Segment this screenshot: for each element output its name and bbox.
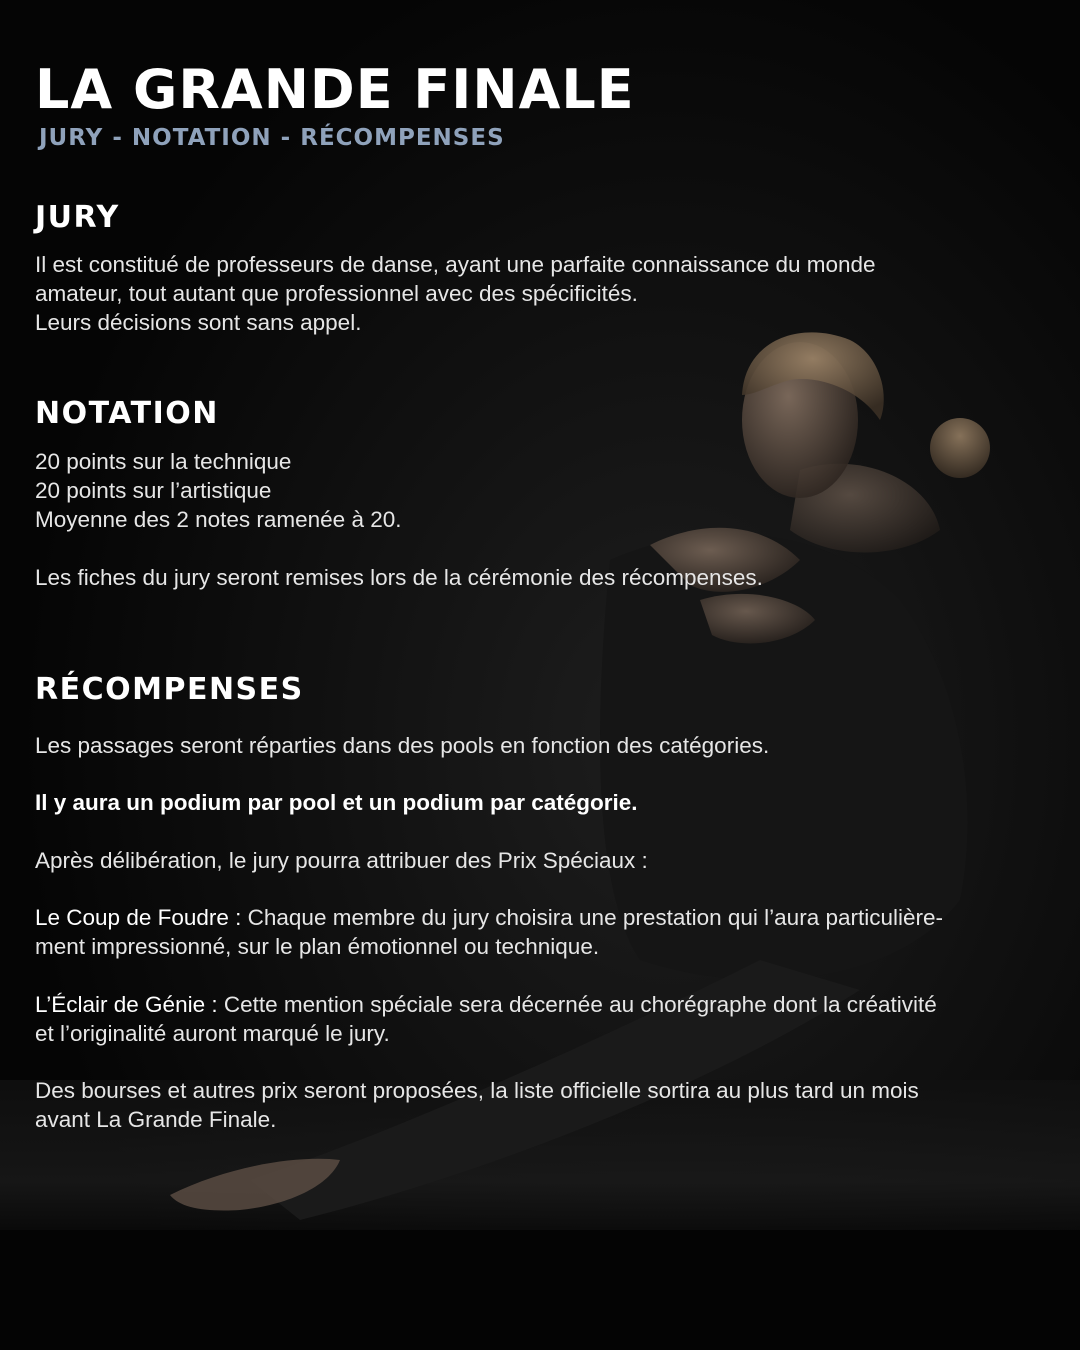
notation-line: Moyenne des 2 notes ramenée à 20. (35, 507, 402, 532)
notation-heading: NOTATION (35, 396, 219, 431)
notation-note (35, 563, 995, 592)
special-prizes-intro-line: Après délibération, le jury pourra attribuer des Prix Spéciaux : (35, 848, 648, 873)
coup-de-foudre-label: Le Coup de Foudre : (35, 905, 242, 930)
jury-heading: JURY (35, 200, 120, 235)
recompenses-intro (35, 731, 995, 760)
page-title: LA GRANDE FINALE (35, 58, 635, 121)
eclair-de-genie-label: L’Éclair de Génie : (35, 992, 218, 1017)
eclair-de-genie-desc-2: et l’originalité auront marqué le jury. (35, 1021, 390, 1046)
notation-line: 20 points sur l’artistique (35, 478, 272, 503)
eclair-de-genie-prize (35, 990, 995, 1048)
coup-de-foudre-desc-2: ment impressionné, sur le plan émotionnel ou technique. (35, 934, 600, 959)
jury-line: Il est constitué de professeurs de danse, ayant une parfaite connaissance du monde (35, 252, 876, 277)
recompenses-heading: RÉCOMPENSES (35, 672, 304, 707)
coup-de-foudre-prize (35, 903, 995, 961)
recompenses-intro-line: Les passages seront réparties dans des pools en fonction des catégories. (35, 733, 770, 758)
notation-text (35, 447, 995, 534)
page-subtitle: JURY - NOTATION - RÉCOMPENSES (39, 125, 505, 151)
jury-line: Leurs décisions sont sans appel. (35, 310, 362, 335)
notation-note-line: Les fiches du jury seront remises lors de la cérémonie des récompenses. (35, 565, 763, 590)
special-prizes-intro (35, 846, 995, 875)
podium-statement (35, 788, 995, 817)
notation-line: 20 points sur la technique (35, 449, 292, 474)
bourses-text (35, 1076, 995, 1134)
jury-text (35, 250, 995, 337)
bourses-line: Des bourses et autres prix seront proposées, la liste officielle sortira au plus tard un mois (35, 1078, 919, 1103)
jury-line: amateur, tout autant que professionnel avec des spécificités. (35, 281, 638, 306)
eclair-de-genie-desc: Cette mention spéciale sera décernée au chorégraphe dont la créativité (217, 992, 937, 1017)
coup-de-foudre-desc: Chaque membre du jury choisira une prestation qui l’aura particulière- (241, 905, 943, 930)
podium-line: Il y aura un podium par pool et un podium par catégorie. (35, 790, 638, 815)
bourses-line: avant La Grande Finale. (35, 1107, 277, 1132)
